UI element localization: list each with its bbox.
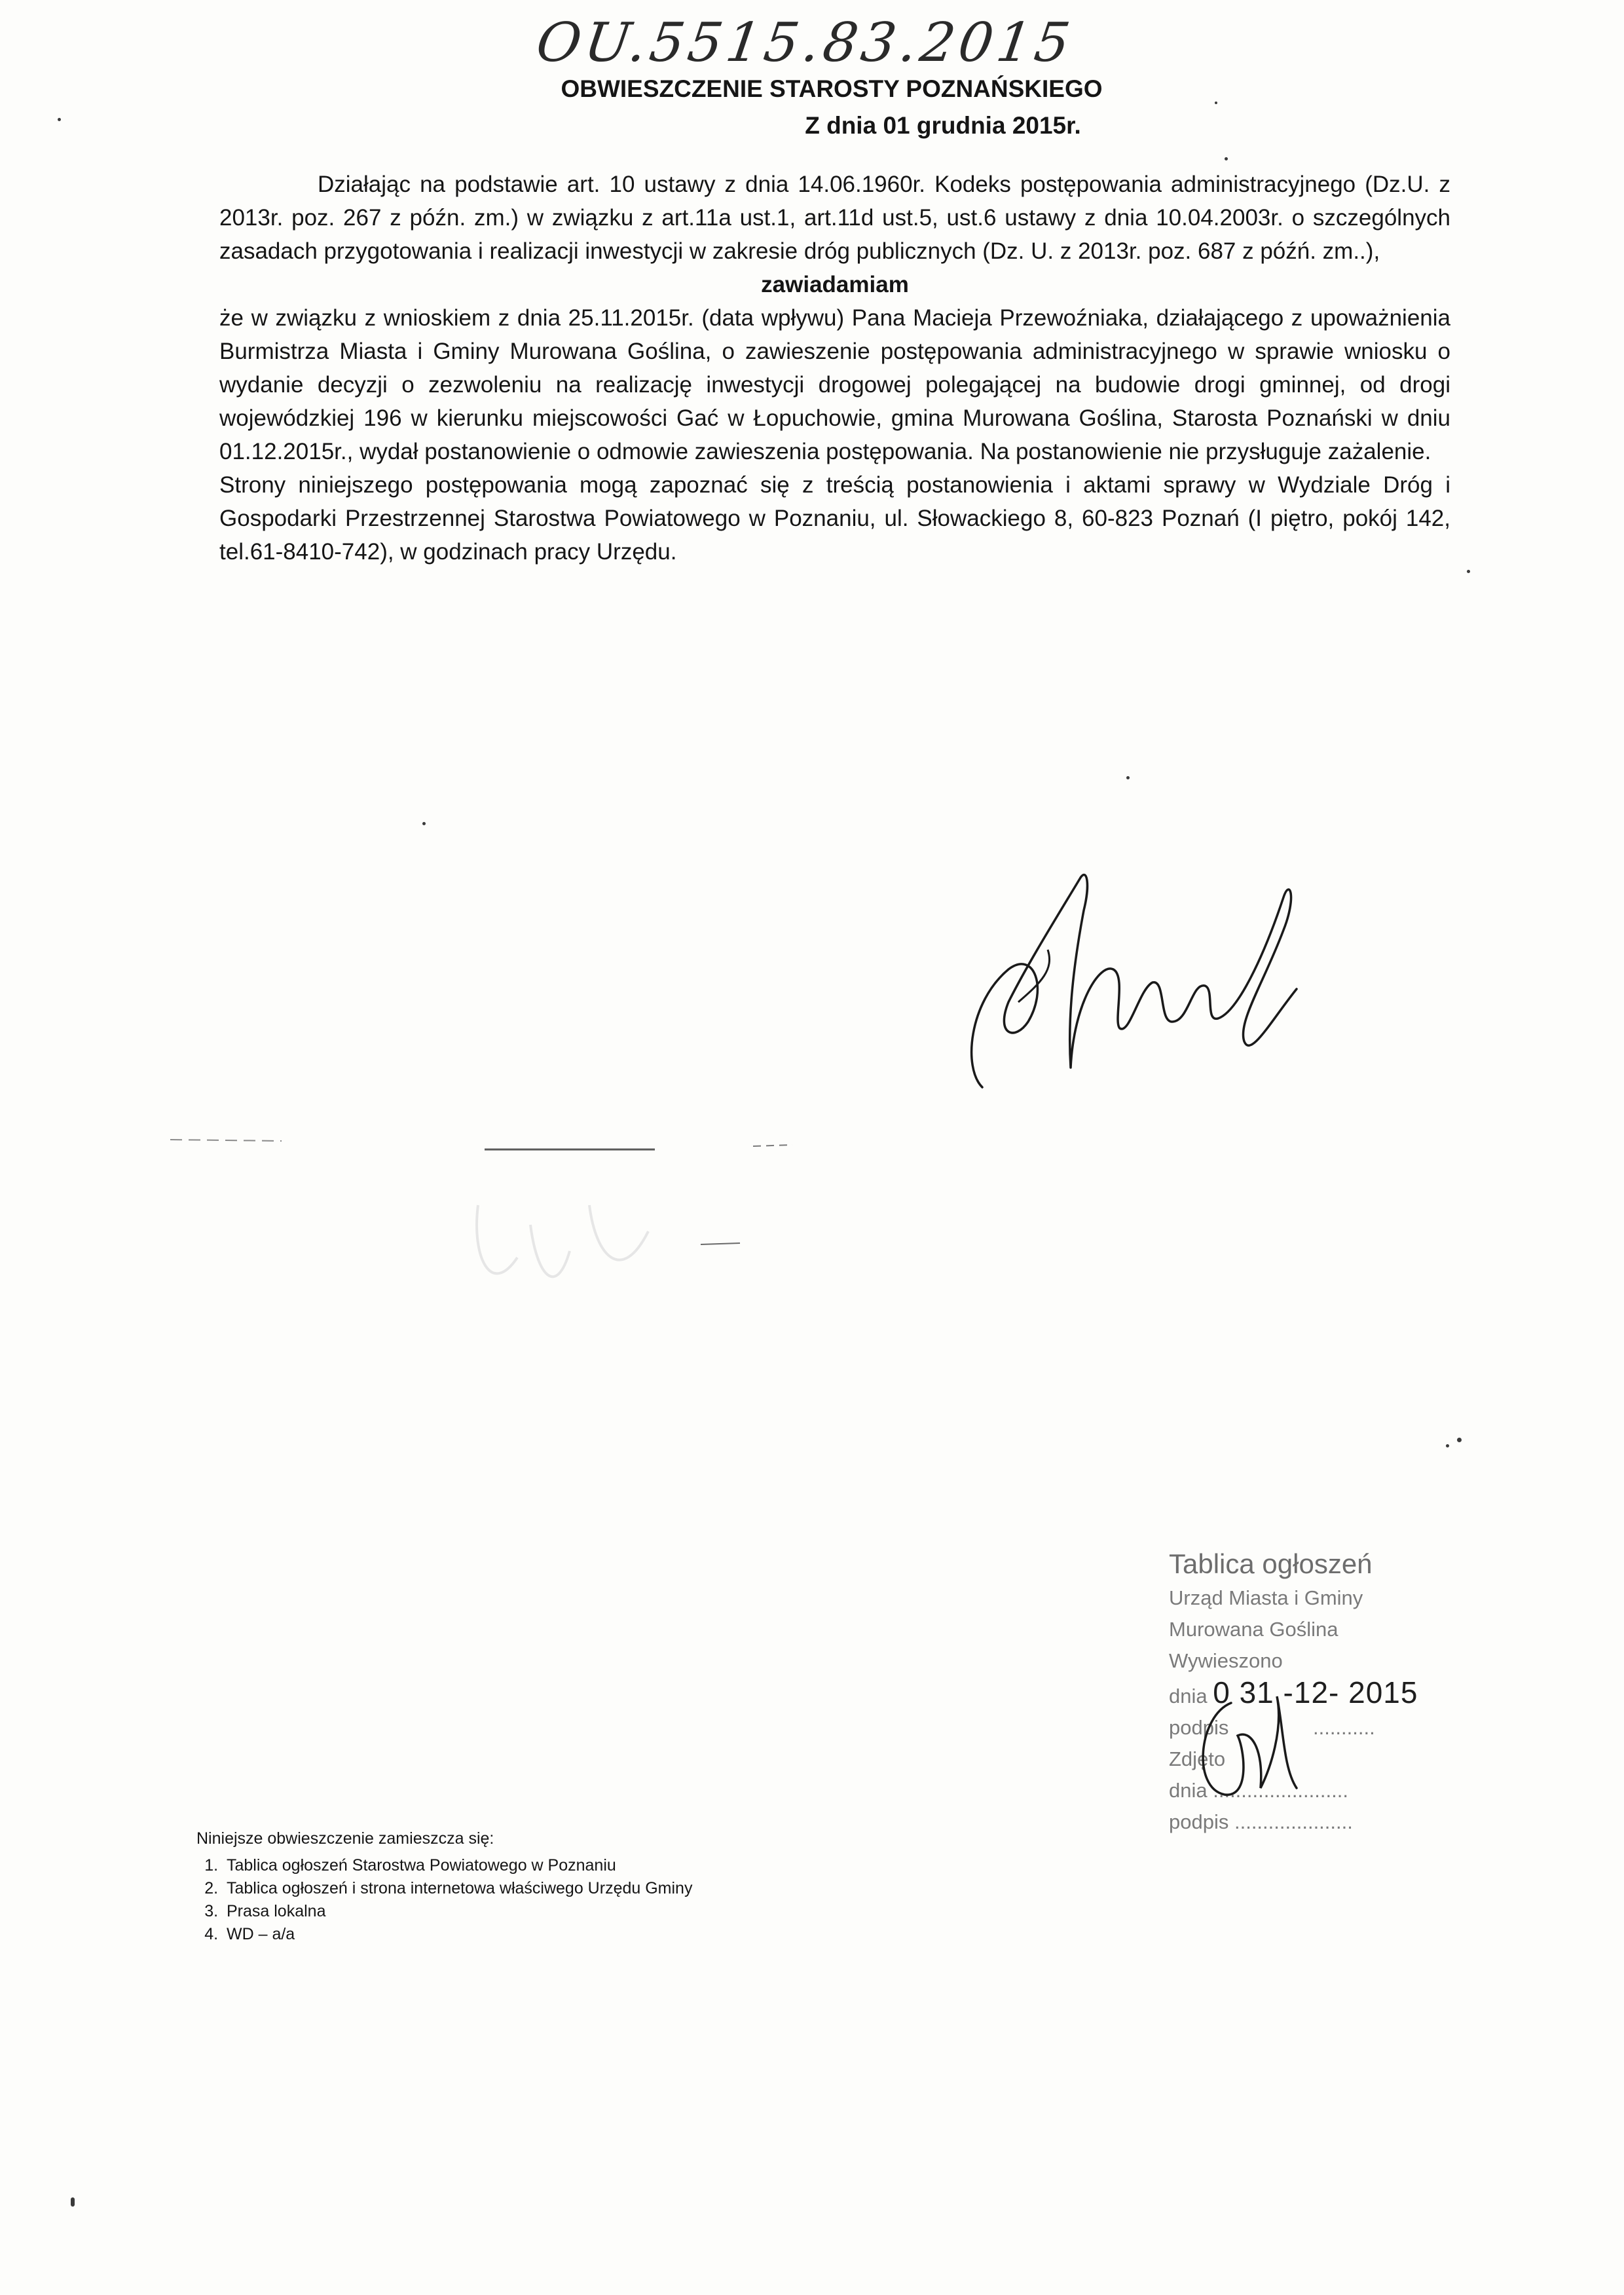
distribution-items: [196, 1854, 982, 1946]
decision-paragraph: że w związku z wnioskiem z dnia 25.11.2015r. (data wpływu) Pana Macieja Przewoźniaka, działającego z upoważnienia Burmistrza Miasta i Gminy Murowana Goślina, o zawieszenie postępowania administracyjnego w sprawie wniosku o wydanie decyzji o zezwoleniu na realizację inwestycji drogowej polegającej na budowie drogi gminnej, od drogi wojewódzkiej 196 w kierunku miejscowości Gać w Łopuchowie, gmina Murowana Goślina, Starosta Poznański w dniu 01.12.2015r., wydał postanowienie o odmowie zawieszenia postępowania. Na postanowienie nie przysługuje zażalenie.: [219, 305, 1450, 464]
stamp-sign-dots: ...........: [1312, 1716, 1375, 1739]
stamp-posted-date: 0 31 -12- 2015: [1213, 1675, 1418, 1709]
handwritten-signature: [956, 871, 1323, 1120]
faint-bleed-through-marks: [164, 1127, 819, 1336]
stamp-taken-date-label: dnia: [1169, 1779, 1208, 1802]
scan-speck: [1446, 1444, 1449, 1447]
stamp-municipality-line: Murowana Goślina: [1169, 1618, 1338, 1641]
stamp-initials-signature: [1185, 1690, 1303, 1808]
document-body: [219, 168, 1450, 569]
distribution-item: 2. Tablica ogłoszeń i strona internetowa właściwego Urzędu Gminy: [223, 1877, 982, 1900]
stamp-taken-sign-row: [1169, 1806, 1483, 1838]
stamp-taken-sign-label: podpis: [1169, 1810, 1229, 1833]
stamp-taken-label: Zdjęto: [1169, 1747, 1226, 1770]
scan-speck: [1126, 776, 1130, 779]
document-header: [0, 71, 1624, 144]
stamp-office-line: Urząd Miasta i Gminy: [1169, 1586, 1363, 1609]
distribution-item: 3. Prasa lokalna: [223, 1900, 982, 1923]
scan-speck: [1215, 102, 1217, 104]
distribution-heading: Niniejsze obwieszczenie zamieszcza się:: [196, 1829, 494, 1848]
scan-speck: [71, 2197, 75, 2207]
stamp-taken-date-dots: ........................: [1213, 1779, 1348, 1802]
document-date: Z dnia 01 grudnia 2015r.: [805, 112, 1081, 139]
notify-heading: zawiadamiam: [761, 272, 909, 297]
distribution-item: 4. WD – a/a: [223, 1923, 982, 1946]
scan-speck: [422, 822, 426, 825]
document-title: OBWIESZCZENIE STAROSTY POZNAŃSKIEGO: [561, 75, 1103, 102]
legal-basis-paragraph: Działając na podstawie art. 10 ustawy z dnia 14.06.1960r. Kodeks postępowania administracyjnego (Dz.U. z 2013r. poz. 267 z późn. zm.) w związku z art.11a ust.1, art.11d ust.5, ust.6 ustawy z dnia 10.04.2003r. o szczególnych zasadach przygotowania i realizacji inwestycji w zakresie dróg publicznych (Dz. U. z 2013r. poz. 687 z późń. zm..),: [219, 172, 1450, 264]
scan-speck: [1457, 1438, 1462, 1442]
stamp-title: Tablica ogłoszeń: [1169, 1548, 1373, 1579]
stamp-taken-sign-dots: .....................: [1234, 1810, 1353, 1833]
stamp-posted-label: Wywieszono: [1169, 1649, 1283, 1672]
scan-speck: [1467, 570, 1470, 573]
distribution-item: 1. Tablica ogłoszeń Starostwa Powiatowego w Poznaniu: [223, 1854, 982, 1877]
stamp-date-label: dnia: [1169, 1685, 1208, 1707]
scan-speck: [1225, 157, 1228, 160]
scan-speck: [58, 118, 61, 121]
stamp-sign-label: podpis: [1169, 1716, 1229, 1739]
handwritten-case-number: OU.5515.83.2015: [532, 12, 1078, 74]
distribution-list: [196, 1827, 982, 1946]
access-info-paragraph: Strony niniejszego postępowania mogą zapoznać się z treścią postanowienia i aktami sprawy w Wydziale Dróg i Gospodarki Przestrzennej Starostwa Powiatowego w Poznaniu, ul. Słowackiego 8, 60-823 Poznań (I piętro, pokój 142, tel.61-8410-742), w godzinach pracy Urzędu.: [219, 472, 1450, 565]
